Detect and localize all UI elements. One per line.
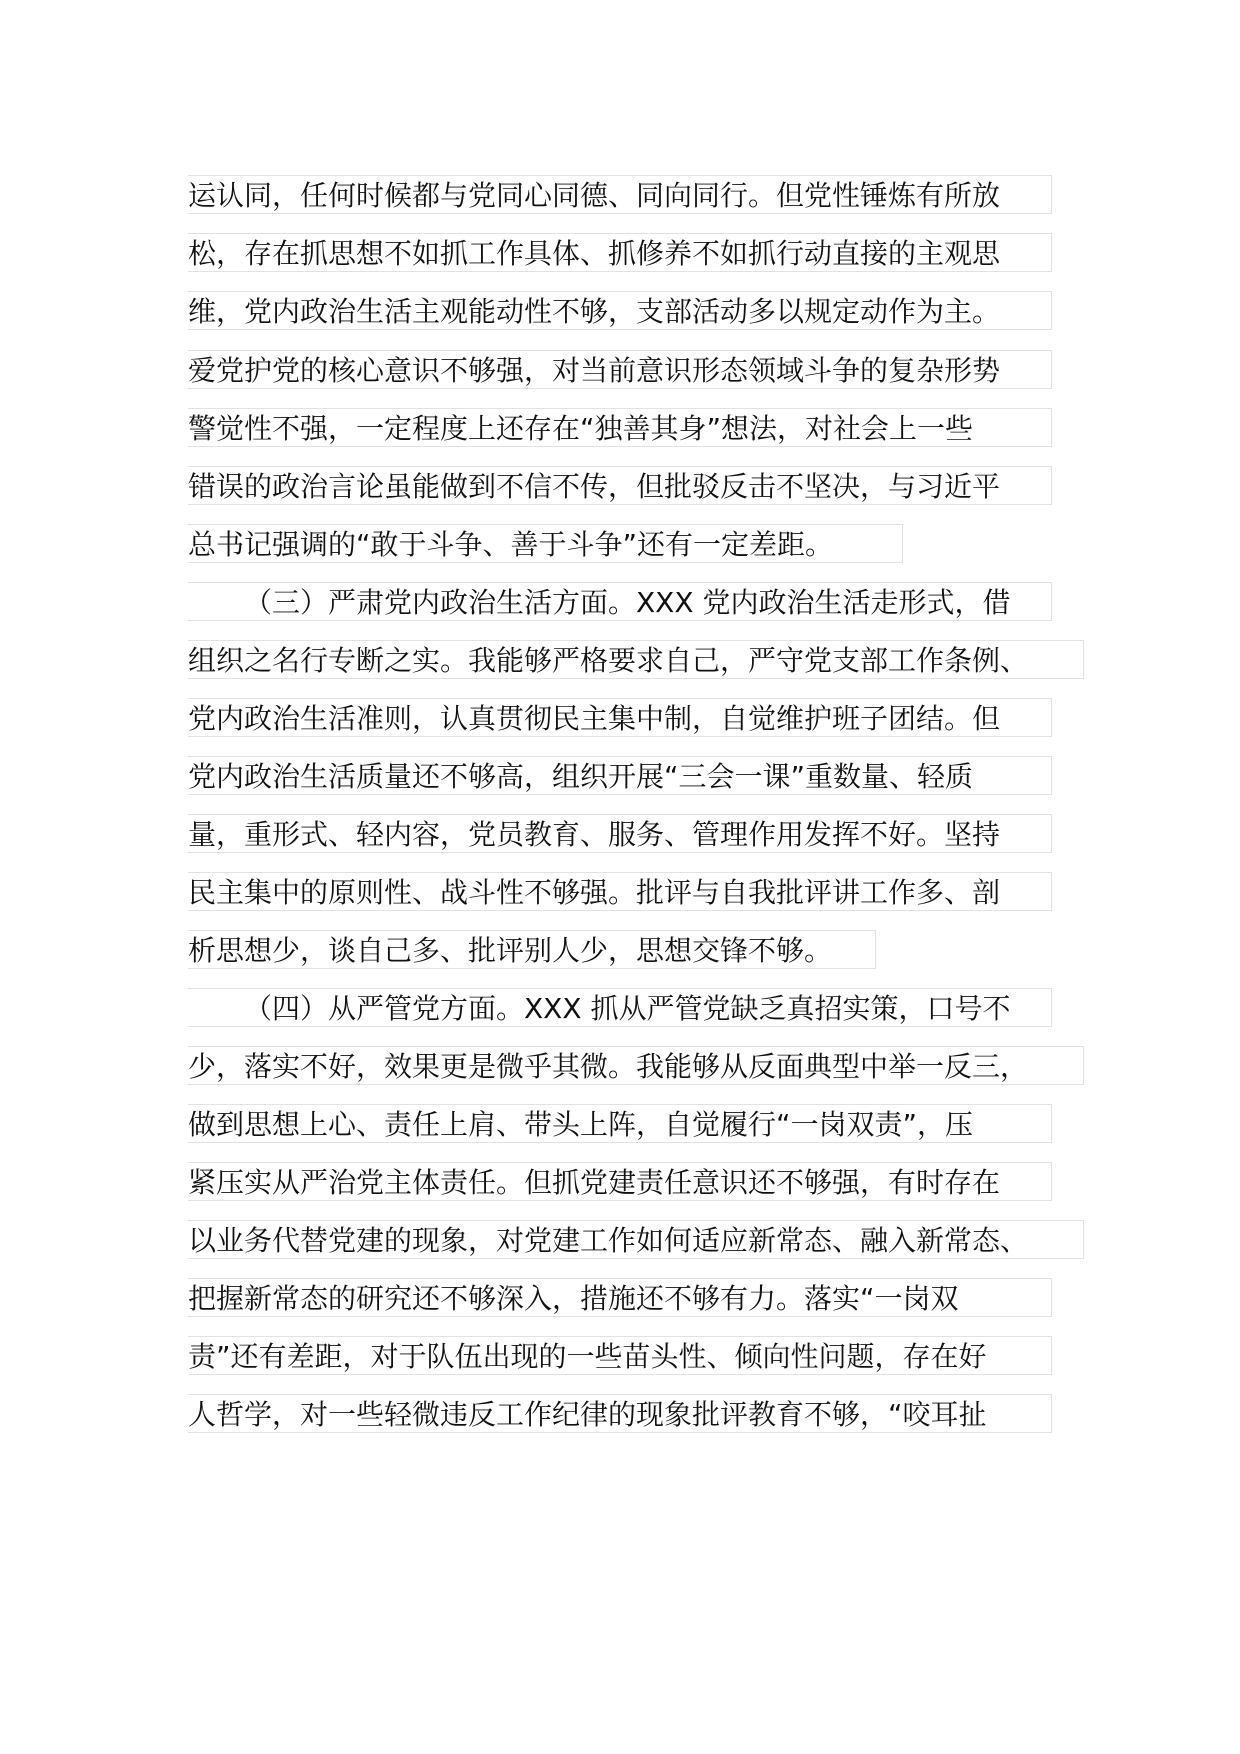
line-text: 运认同，任何时候都与党同心同德、同向同行。但党性锤炼有所放 bbox=[188, 179, 1001, 212]
line-text: 维，党内政治生活主观能动性不够，支部活动多以规定动作为主。 bbox=[188, 295, 1001, 328]
text-line bbox=[188, 1278, 1052, 1317]
line-text: 党内政治生活准则，认真贯彻民主集中制，自觉维护班子团结。但 bbox=[188, 702, 1001, 735]
text-line bbox=[188, 291, 1052, 330]
line-text: 警觉性不强，一定程度上还存在“独善其身”想法，对社会上一些 bbox=[188, 412, 974, 445]
line-text: 析思想少，谈自己多、批评别人少，思想交锋不够。 bbox=[188, 934, 833, 967]
text-line bbox=[188, 524, 903, 563]
text-line bbox=[188, 1336, 1052, 1375]
text-line bbox=[188, 640, 1084, 679]
text-line bbox=[188, 408, 1052, 447]
line-text: 做到思想上心、责任上肩、带头上阵，自觉履行“一岗双责”，压 bbox=[188, 1108, 974, 1141]
text-line bbox=[188, 1220, 1084, 1259]
line-text: 党内政治生活质量还不够高，组织开展“三会一课”重数量、轻质 bbox=[188, 760, 974, 793]
text-line bbox=[188, 466, 1052, 505]
text-line bbox=[188, 698, 1052, 737]
line-text: （三）严肃党内政治生活方面。XXX 党内政治生活走形式，借 bbox=[244, 586, 1011, 619]
text-line bbox=[188, 1394, 1052, 1433]
line-text: 爱党护党的核心意识不够强，对当前意识形态领域斗争的复杂形势 bbox=[188, 354, 1001, 387]
line-text: 量，重形式、轻内容，党员教育、服务、管理作用发挥不好。坚持 bbox=[188, 818, 1001, 851]
line-text: 紧压实从严治党主体责任。但抓党建责任意识还不够强，有时存在 bbox=[188, 1166, 1001, 1199]
line-text: 组织之名行专断之实。我能够严格要求自己，严守党支部工作条例、 bbox=[188, 644, 1029, 677]
text-line bbox=[188, 233, 1052, 272]
text-line bbox=[188, 814, 1052, 853]
paragraph-start-line bbox=[188, 988, 1052, 1027]
line-text: 少，落实不好，效果更是微乎其微。我能够从反面典型中举一反三， bbox=[188, 1050, 1029, 1083]
text-line bbox=[188, 1162, 1052, 1201]
line-text: 人哲学，对一些轻微违反工作纪律的现象批评教育不够，“咬耳扯 bbox=[188, 1398, 987, 1431]
text-line bbox=[188, 1046, 1084, 1085]
paragraph-start-line bbox=[188, 582, 1052, 621]
line-text: 错误的政治言论虽能做到不信不传，但批驳反击不坚决，与习近平 bbox=[188, 470, 1001, 503]
line-text: 民主集中的原则性、战斗性不够强。批评与自我批评讲工作多、剖 bbox=[188, 876, 1001, 909]
line-text: 以业务代替党建的现象，对党建工作如何适应新常态、融入新常态、 bbox=[188, 1224, 1029, 1257]
line-text: 责”还有差距，对于队伍出现的一些苗头性、倾向性问题，存在好 bbox=[188, 1340, 987, 1373]
line-text: 把握新常态的研究还不够深入，措施还不够有力。落实“一岗双 bbox=[188, 1282, 959, 1315]
text-line bbox=[188, 1104, 1052, 1143]
text-line bbox=[188, 175, 1052, 214]
line-text: 松，存在抓思想不如抓工作具体、抓修养不如抓行动直接的主观思 bbox=[188, 237, 1001, 270]
line-text: 总书记强调的“敢于斗争、善于斗争”还有一定差距。 bbox=[188, 528, 834, 561]
text-line bbox=[188, 756, 1052, 795]
text-line bbox=[188, 350, 1052, 389]
text-line bbox=[188, 872, 1052, 911]
text-line bbox=[188, 930, 876, 969]
line-text: （四）从严管党方面。XXX 抓从严管党缺乏真招实策，口号不 bbox=[244, 992, 1011, 1025]
